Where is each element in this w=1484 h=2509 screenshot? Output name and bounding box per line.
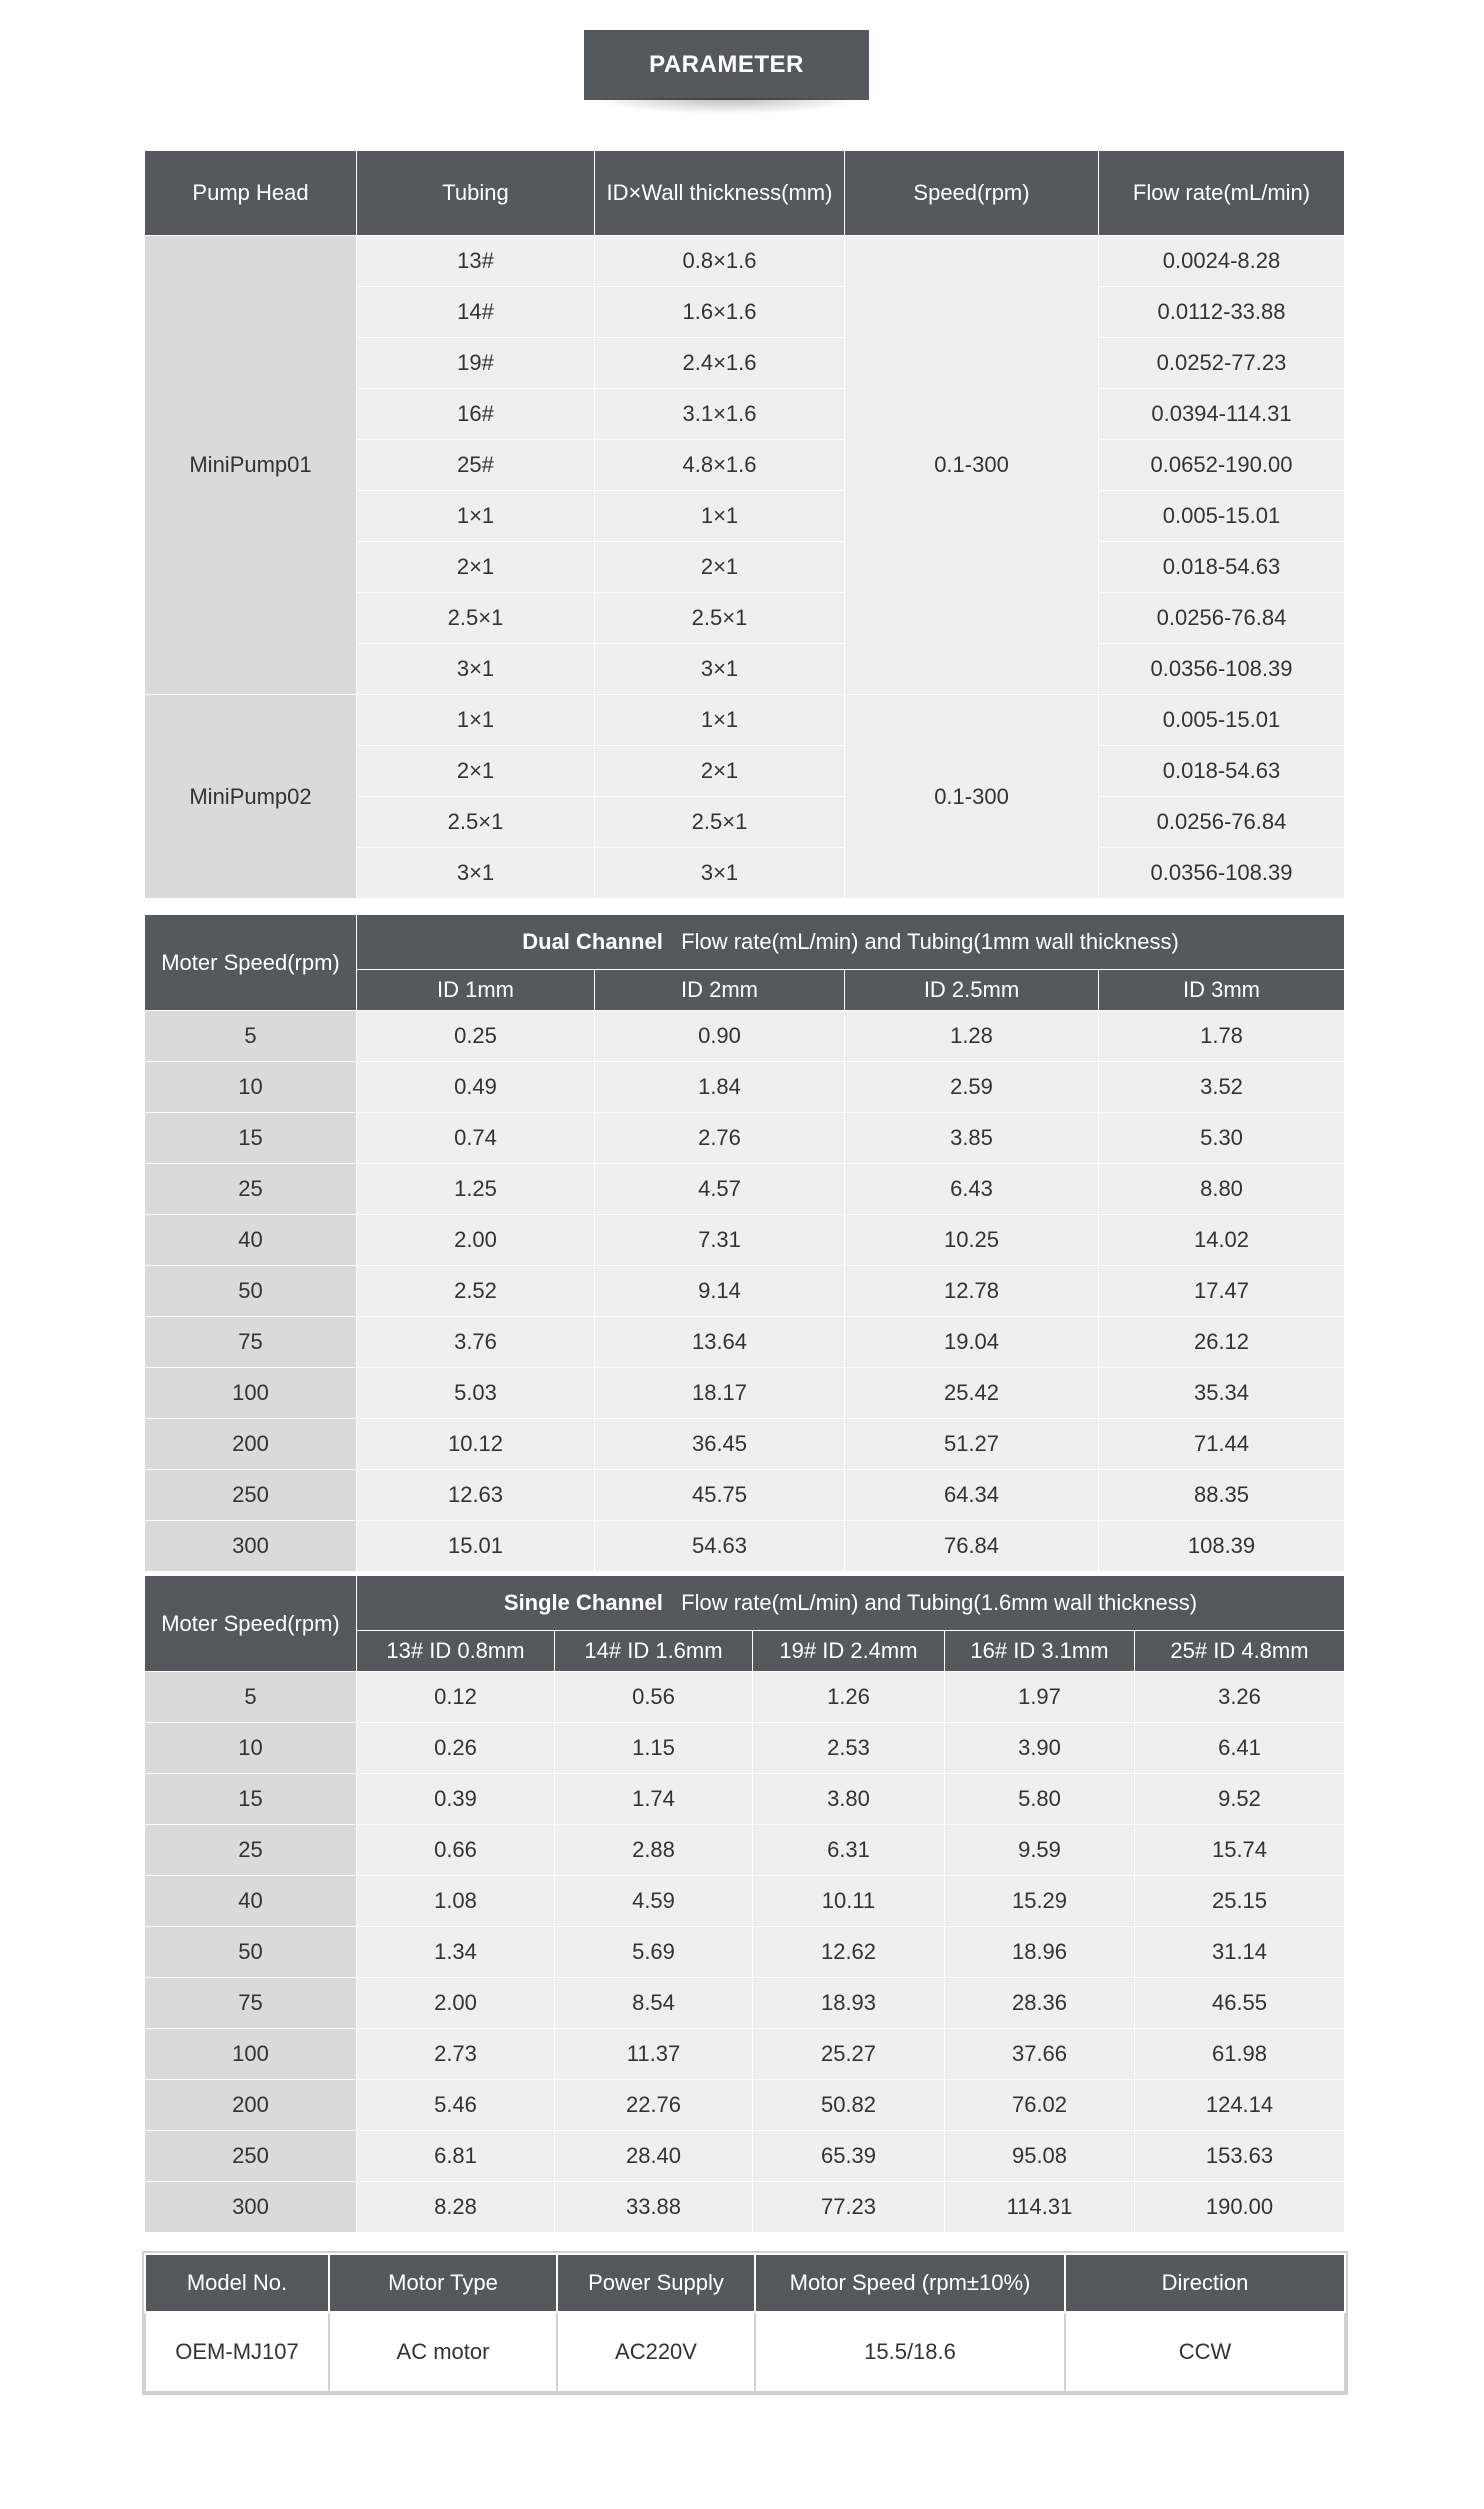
value-cell: 1.08	[357, 1876, 555, 1927]
flow-rate-cell: 0.0356-108.39	[1099, 848, 1345, 899]
speed-cell: 300	[145, 1521, 357, 1572]
tubing-cell: 2×1	[357, 746, 595, 797]
value-cell: 18.93	[753, 1978, 945, 2029]
speed-cell: 40	[145, 1215, 357, 1266]
table-row	[145, 2080, 1345, 2131]
speed-cell: 250	[145, 1470, 357, 1521]
value-cell: 95.08	[945, 2131, 1135, 2182]
value-cell: 2.73	[357, 2029, 555, 2080]
table-row	[145, 2131, 1345, 2182]
column-header: Flow rate(mL/min)	[1099, 151, 1345, 236]
speed-cell: 25	[145, 1164, 357, 1215]
value-cell: CCW	[1065, 2312, 1345, 2392]
value-cell: 33.88	[555, 2182, 753, 2233]
speed-cell: 100	[145, 2029, 357, 2080]
speed-cell: 75	[145, 1317, 357, 1368]
table-row	[145, 1723, 1345, 1774]
value-cell: 1.15	[555, 1723, 753, 1774]
id-wall-cell: 1×1	[595, 695, 845, 746]
value-cell: 4.57	[595, 1164, 845, 1215]
table-title-row	[145, 915, 1345, 970]
value-cell: 10.25	[845, 1215, 1099, 1266]
page-title-banner	[584, 30, 869, 100]
speed-cell: 0.1-300	[845, 236, 1099, 695]
table-row	[145, 1011, 1345, 1062]
tubing-cell: 2.5×1	[357, 593, 595, 644]
table-row	[145, 1215, 1345, 1266]
value-cell: 2.76	[595, 1113, 845, 1164]
speed-cell: 50	[145, 1927, 357, 1978]
value-cell: 2.53	[753, 1723, 945, 1774]
value-cell: 18.96	[945, 1927, 1135, 1978]
column-header: Speed(rpm)	[845, 151, 1099, 236]
id-wall-cell: 2×1	[595, 542, 845, 593]
value-cell: 5.30	[1099, 1113, 1345, 1164]
value-cell: 10.11	[753, 1876, 945, 1927]
value-cell: 25.15	[1135, 1876, 1345, 1927]
value-cell: 0.39	[357, 1774, 555, 1825]
table-header-row	[145, 2254, 1345, 2312]
value-cell: 3.80	[753, 1774, 945, 1825]
value-cell: 50.82	[753, 2080, 945, 2131]
table-title-bold: Dual Channel	[522, 929, 663, 954]
speed-cell: 5	[145, 1672, 357, 1723]
table-row	[145, 1062, 1345, 1113]
tubing-cell: 16#	[357, 389, 595, 440]
value-cell: 37.66	[945, 2029, 1135, 2080]
value-cell: 15.74	[1135, 1825, 1345, 1876]
value-cell: AC220V	[557, 2312, 755, 2392]
tubing-cell: 1×1	[357, 695, 595, 746]
value-cell: 3.85	[845, 1113, 1099, 1164]
pump-head-cell: MiniPump01	[145, 236, 357, 695]
speed-cell: 40	[145, 1876, 357, 1927]
value-cell: 1.84	[595, 1062, 845, 1113]
flow-rate-cell: 0.0112-33.88	[1099, 287, 1345, 338]
flow-rate-cell: 0.0256-76.84	[1099, 797, 1345, 848]
tubing-cell: 25#	[357, 440, 595, 491]
table-row	[145, 1978, 1345, 2029]
table-row	[145, 1164, 1345, 1215]
row-header-speed: Moter Speed(rpm)	[145, 1576, 357, 1672]
table-row	[145, 1876, 1345, 1927]
value-cell: 28.36	[945, 1978, 1135, 2029]
tubing-cell: 2×1	[357, 542, 595, 593]
speed-cell: 200	[145, 2080, 357, 2131]
flow-rate-cell: 0.0394-114.31	[1099, 389, 1345, 440]
column-header: Model No.	[145, 2254, 329, 2312]
value-cell: 25.42	[845, 1368, 1099, 1419]
value-cell: 108.39	[1099, 1521, 1345, 1572]
table-title-rest: Flow rate(mL/min) and Tubing(1.6mm wall thickness)	[662, 1590, 1198, 1615]
speed-cell: 10	[145, 1723, 357, 1774]
value-cell: 10.12	[357, 1419, 595, 1470]
value-cell: 153.63	[1135, 2131, 1345, 2182]
dual-channel-table	[144, 914, 1345, 1572]
value-cell: 9.59	[945, 1825, 1135, 1876]
flow-rate-cell: 0.0252-77.23	[1099, 338, 1345, 389]
table-row	[145, 1113, 1345, 1164]
id-wall-cell: 2.5×1	[595, 593, 845, 644]
value-cell: 1.78	[1099, 1011, 1345, 1062]
flow-rate-cell: 0.0356-108.39	[1099, 644, 1345, 695]
column-header: Tubing	[357, 151, 595, 236]
value-cell: 71.44	[1099, 1419, 1345, 1470]
value-cell: 1.34	[357, 1927, 555, 1978]
value-cell: 19.04	[845, 1317, 1099, 1368]
value-cell: 0.56	[555, 1672, 753, 1723]
value-cell: 0.66	[357, 1825, 555, 1876]
value-cell: 0.26	[357, 1723, 555, 1774]
column-header: 14# ID 1.6mm	[555, 1631, 753, 1672]
id-wall-cell: 3.1×1.6	[595, 389, 845, 440]
table-title-row	[145, 1576, 1345, 1631]
value-cell: 0.90	[595, 1011, 845, 1062]
value-cell: 2.00	[357, 1215, 595, 1266]
value-cell: 5.03	[357, 1368, 595, 1419]
value-cell: 0.74	[357, 1113, 595, 1164]
row-header-speed: Moter Speed(rpm)	[145, 915, 357, 1011]
flow-rate-cell: 0.018-54.63	[1099, 746, 1345, 797]
value-cell: 36.45	[595, 1419, 845, 1470]
column-header: 16# ID 3.1mm	[945, 1631, 1135, 1672]
value-cell: 31.14	[1135, 1927, 1345, 1978]
value-cell: 2.00	[357, 1978, 555, 2029]
column-header: ID×Wall thickness(mm)	[595, 151, 845, 236]
value-cell: 18.17	[595, 1368, 845, 1419]
table-row	[145, 1368, 1345, 1419]
page-title: PARAMETER	[649, 51, 804, 78]
value-cell: 3.52	[1099, 1062, 1345, 1113]
column-header: Motor Type	[329, 2254, 557, 2312]
flow-rate-cell: 0.005-15.01	[1099, 695, 1345, 746]
value-cell: 35.34	[1099, 1368, 1345, 1419]
value-cell: 65.39	[753, 2131, 945, 2182]
speed-cell: 100	[145, 1368, 357, 1419]
value-cell: 6.81	[357, 2131, 555, 2182]
column-header: ID 2.5mm	[845, 970, 1099, 1011]
value-cell: 54.63	[595, 1521, 845, 1572]
value-cell: 1.25	[357, 1164, 595, 1215]
pump-parameter-table	[144, 150, 1345, 899]
id-wall-cell: 2.5×1	[595, 797, 845, 848]
value-cell: 8.80	[1099, 1164, 1345, 1215]
speed-cell: 75	[145, 1978, 357, 2029]
tubing-cell: 2.5×1	[357, 797, 595, 848]
speed-cell: 0.1-300	[845, 695, 1099, 899]
table-row	[145, 1266, 1345, 1317]
value-cell: 1.74	[555, 1774, 753, 1825]
table-row	[145, 1470, 1345, 1521]
value-cell: 6.43	[845, 1164, 1099, 1215]
value-cell: 8.54	[555, 1978, 753, 2029]
value-cell: 5.80	[945, 1774, 1135, 1825]
speed-cell: 15	[145, 1113, 357, 1164]
speed-cell: 200	[145, 1419, 357, 1470]
table-row	[145, 695, 1345, 746]
value-cell: 2.59	[845, 1062, 1099, 1113]
value-cell: 77.23	[753, 2182, 945, 2233]
value-cell: OEM-MJ107	[145, 2312, 329, 2392]
value-cell: 7.31	[595, 1215, 845, 1266]
tubing-cell: 1×1	[357, 491, 595, 542]
id-wall-cell: 1.6×1.6	[595, 287, 845, 338]
column-header: 25# ID 4.8mm	[1135, 1631, 1345, 1672]
value-cell: 12.62	[753, 1927, 945, 1978]
value-cell: 3.90	[945, 1723, 1135, 1774]
table-row	[145, 2029, 1345, 2080]
table-row	[145, 1927, 1345, 1978]
value-cell: 11.37	[555, 2029, 753, 2080]
speed-cell: 300	[145, 2182, 357, 2233]
flow-rate-cell: 0.0652-190.00	[1099, 440, 1345, 491]
table-row	[145, 1774, 1345, 1825]
table-row	[145, 1825, 1345, 1876]
value-cell: 26.12	[1099, 1317, 1345, 1368]
id-wall-cell: 3×1	[595, 644, 845, 695]
speed-cell: 250	[145, 2131, 357, 2182]
tubing-cell: 3×1	[357, 644, 595, 695]
column-header: Direction	[1065, 2254, 1345, 2312]
tubing-cell: 14#	[357, 287, 595, 338]
pump-head-cell: MiniPump02	[145, 695, 357, 899]
column-header: 19# ID 2.4mm	[753, 1631, 945, 1672]
speed-cell: 50	[145, 1266, 357, 1317]
table-title-bold: Single Channel	[503, 1590, 663, 1615]
value-cell: 5.69	[555, 1927, 753, 1978]
value-cell: 0.49	[357, 1062, 595, 1113]
value-cell: 13.64	[595, 1317, 845, 1368]
column-header: Motor Speed (rpm±10%)	[755, 2254, 1065, 2312]
value-cell: 2.88	[555, 1825, 753, 1876]
value-cell: 25.27	[753, 2029, 945, 2080]
value-cell: 14.02	[1099, 1215, 1345, 1266]
value-cell: 4.59	[555, 1876, 753, 1927]
value-cell: 6.41	[1135, 1723, 1345, 1774]
value-cell: 2.52	[357, 1266, 595, 1317]
value-cell: 1.97	[945, 1672, 1135, 1723]
value-cell: 12.63	[357, 1470, 595, 1521]
flow-rate-cell: 0.0024-8.28	[1099, 236, 1345, 287]
speed-cell: 10	[145, 1062, 357, 1113]
value-cell: 76.02	[945, 2080, 1135, 2131]
column-header: 13# ID 0.8mm	[357, 1631, 555, 1672]
flow-rate-cell: 0.005-15.01	[1099, 491, 1345, 542]
value-cell: 88.35	[1099, 1470, 1345, 1521]
value-cell: 51.27	[845, 1419, 1099, 1470]
value-cell: 8.28	[357, 2182, 555, 2233]
tubing-cell: 3×1	[357, 848, 595, 899]
value-cell: 1.28	[845, 1011, 1099, 1062]
value-cell: 9.52	[1135, 1774, 1345, 1825]
value-cell: 15.5/18.6	[755, 2312, 1065, 2392]
column-header: Power Supply	[557, 2254, 755, 2312]
value-cell: 28.40	[555, 2131, 753, 2182]
column-header: Pump Head	[145, 151, 357, 236]
value-cell: 45.75	[595, 1470, 845, 1521]
banner-shadow	[590, 98, 863, 114]
value-cell: 12.78	[845, 1266, 1099, 1317]
value-cell: 5.46	[357, 2080, 555, 2131]
value-cell: AC motor	[329, 2312, 557, 2392]
value-cell: 76.84	[845, 1521, 1099, 1572]
table-row	[145, 2182, 1345, 2233]
column-header: ID 3mm	[1099, 970, 1345, 1011]
value-cell: 46.55	[1135, 1978, 1345, 2029]
column-header: ID 2mm	[595, 970, 845, 1011]
id-wall-cell: 2×1	[595, 746, 845, 797]
flow-rate-cell: 0.018-54.63	[1099, 542, 1345, 593]
value-cell: 9.14	[595, 1266, 845, 1317]
value-cell: 17.47	[1099, 1266, 1345, 1317]
table-title	[357, 915, 1345, 970]
table-title-rest: Flow rate(mL/min) and Tubing(1mm wall thickness)	[662, 929, 1179, 954]
tubing-cell: 19#	[357, 338, 595, 389]
value-cell: 6.31	[753, 1825, 945, 1876]
tubing-cell: 13#	[357, 236, 595, 287]
table-row	[145, 1419, 1345, 1470]
value-cell: 124.14	[1135, 2080, 1345, 2131]
id-wall-cell: 1×1	[595, 491, 845, 542]
speed-cell: 15	[145, 1774, 357, 1825]
id-wall-cell: 3×1	[595, 848, 845, 899]
speed-cell: 25	[145, 1825, 357, 1876]
id-wall-cell: 0.8×1.6	[595, 236, 845, 287]
flow-rate-cell: 0.0256-76.84	[1099, 593, 1345, 644]
table-row	[145, 1521, 1345, 1572]
value-cell: 22.76	[555, 2080, 753, 2131]
table-row	[145, 1317, 1345, 1368]
table-row	[145, 1672, 1345, 1723]
value-cell: 190.00	[1135, 2182, 1345, 2233]
value-cell: 0.12	[357, 1672, 555, 1723]
value-cell: 64.34	[845, 1470, 1099, 1521]
value-cell: 15.29	[945, 1876, 1135, 1927]
value-cell: 3.76	[357, 1317, 595, 1368]
table-row	[145, 2312, 1345, 2392]
table-header-row	[145, 151, 1345, 236]
value-cell: 61.98	[1135, 2029, 1345, 2080]
column-header: ID 1mm	[357, 970, 595, 1011]
model-info-table	[144, 2253, 1346, 2393]
table-row	[145, 236, 1345, 287]
id-wall-cell: 4.8×1.6	[595, 440, 845, 491]
single-channel-table	[144, 1575, 1345, 2233]
value-cell: 0.25	[357, 1011, 595, 1062]
value-cell: 15.01	[357, 1521, 595, 1572]
speed-cell: 5	[145, 1011, 357, 1062]
value-cell: 1.26	[753, 1672, 945, 1723]
value-cell: 114.31	[945, 2182, 1135, 2233]
id-wall-cell: 2.4×1.6	[595, 338, 845, 389]
table-title	[357, 1576, 1345, 1631]
value-cell: 3.26	[1135, 1672, 1345, 1723]
